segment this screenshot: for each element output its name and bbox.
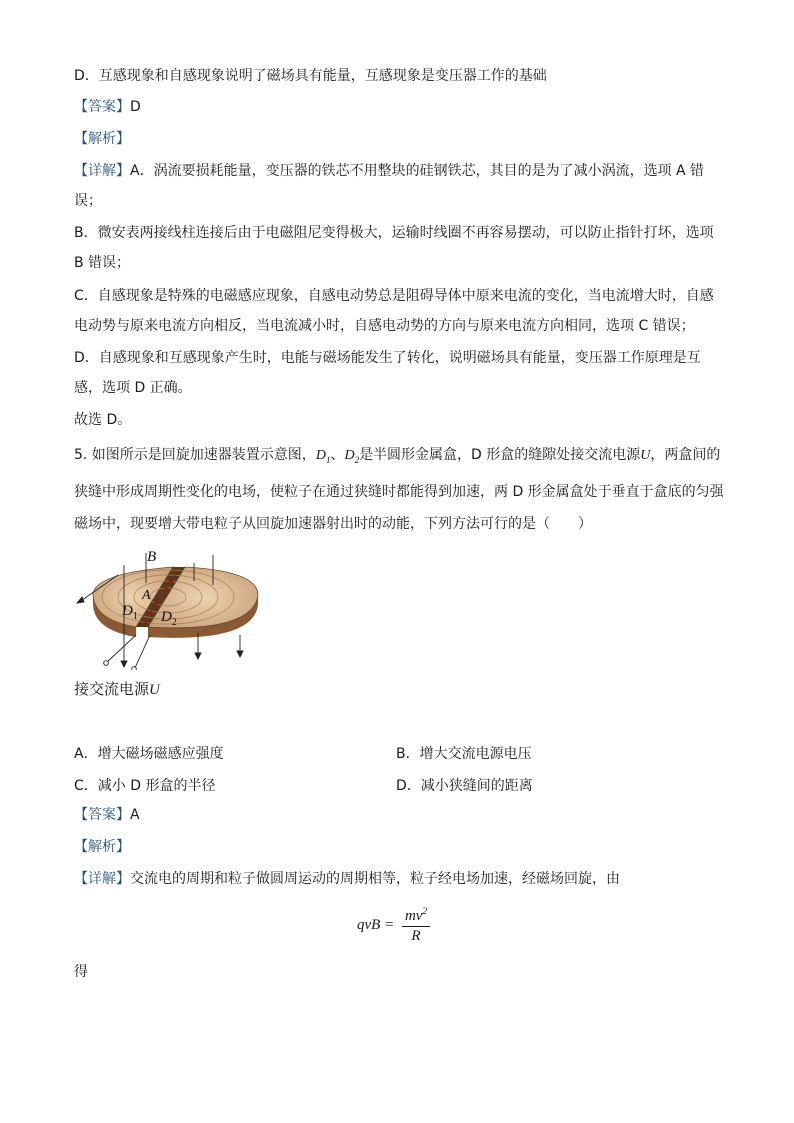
figure-caption: 接交流电源U (74, 680, 160, 698)
detail-c-line2: 电动势与原来电流方向相反，当电流减小时，自感电动势的方向与原来电流方向相同，选项 C 错误； (74, 318, 695, 334)
detail-tag: 【详解】 (74, 163, 130, 179)
q5-analysis-tag: 【解析】 (74, 839, 130, 855)
q5-detail-line (74, 869, 620, 889)
q5-line3: 磁场中，现要增大带电粒子从回旋加速器射出时的动能，下列方法可行的是（ ） (74, 516, 592, 532)
formula-denominator: R (411, 928, 421, 944)
detail-a-line1 (74, 161, 704, 181)
detail-a-text: A．涡流要损耗能量，变压器的铁芯不用整块的硅钢铁芯，其目的是为了减小涡流，选项 A 错 (130, 163, 705, 179)
analysis-tag: 【解析】 (74, 131, 130, 147)
q5-line1 (74, 445, 720, 470)
detail-b-line2: B 错误； (74, 255, 131, 271)
answer-line (74, 97, 141, 117)
q5-comma: 、 (330, 447, 345, 463)
label-a: A (142, 588, 151, 603)
detail-a-line2: 误； (74, 193, 102, 209)
formula-fraction (402, 906, 430, 945)
q5-detail-tag: 【详解】 (74, 871, 130, 887)
answer-tag: 【答案】 (74, 99, 130, 115)
detail-c-line1: C．自感现象是特殊的电磁感应现象，自感电动势总是阻碍导体中原来电流的变化，当电流增大时，自感 (74, 288, 714, 304)
q5-text-a: 5. 如图所示是回旋加速器装置示意图， (74, 447, 316, 463)
q5-answer-tag: 【答案】 (74, 807, 130, 823)
detail-d-line1: D．自感现象和互感现象产生时，电能与磁场能发生了转化，说明磁场具有能量，变压器工作原理是互 (74, 350, 701, 366)
detail-d-line2: 感，选项 D 正确。 (74, 380, 192, 396)
option-c: C．减小 D 形盒的半径 (74, 778, 216, 794)
terminal-left (104, 661, 109, 666)
q5-answer-value: A (130, 807, 140, 823)
option-d: D．减小狭缝间的距离 (396, 778, 533, 794)
after-formula: 得 (74, 964, 88, 980)
label-d1: $D_1$ (122, 603, 138, 622)
q5-answer-line (74, 805, 140, 825)
formula-qvb (357, 906, 430, 945)
detail-b-line1: B．微安表两接线柱连接后由于电磁阻尼变得极大，运输时线圈不再容易摆动，可以防止指针打坏，选项 (74, 225, 714, 241)
formula-lhs: qvB = (357, 916, 395, 933)
cyclotron-diagram (68, 545, 268, 670)
option-d-text: D．互感现象和自感现象说明了磁场具有能量，互感现象是变压器工作的基础 (74, 68, 547, 84)
q5-line2: 狭缝中形成周期性变化的电场，使粒子在通过狭缝时都能得到加速，两 D 形金属盒处于垂直于盒底的匀强 (74, 484, 724, 500)
q5-text-b: 是半圆形金属盒，D 形盒的缝隙处接交流电源 (359, 447, 641, 463)
answer-value: D (130, 99, 141, 115)
q5-text-c: ，两盒间的 (650, 447, 721, 463)
q5-d1: $D_1$ (315, 448, 331, 465)
figure-caption-u: U (149, 682, 160, 698)
label-b: B (147, 549, 157, 565)
formula-numerator: mv (404, 908, 423, 924)
terminal-right (132, 667, 137, 670)
option-a: A．增大磁场磁感应强度 (74, 746, 224, 762)
label-d2: $D_2$ (161, 609, 177, 628)
conclusion: 故选 D。 (74, 412, 132, 428)
q5-u: U (640, 448, 651, 463)
option-b: B．增大交流电源电压 (396, 746, 532, 762)
formula-exponent: 2 (422, 906, 427, 916)
q5-d2: $D_2$ (344, 448, 360, 465)
q5-detail-text: 交流电的周期和粒子做圆周运动的周期相等，粒子经电场加速，经磁场回旋，由 (130, 871, 620, 887)
